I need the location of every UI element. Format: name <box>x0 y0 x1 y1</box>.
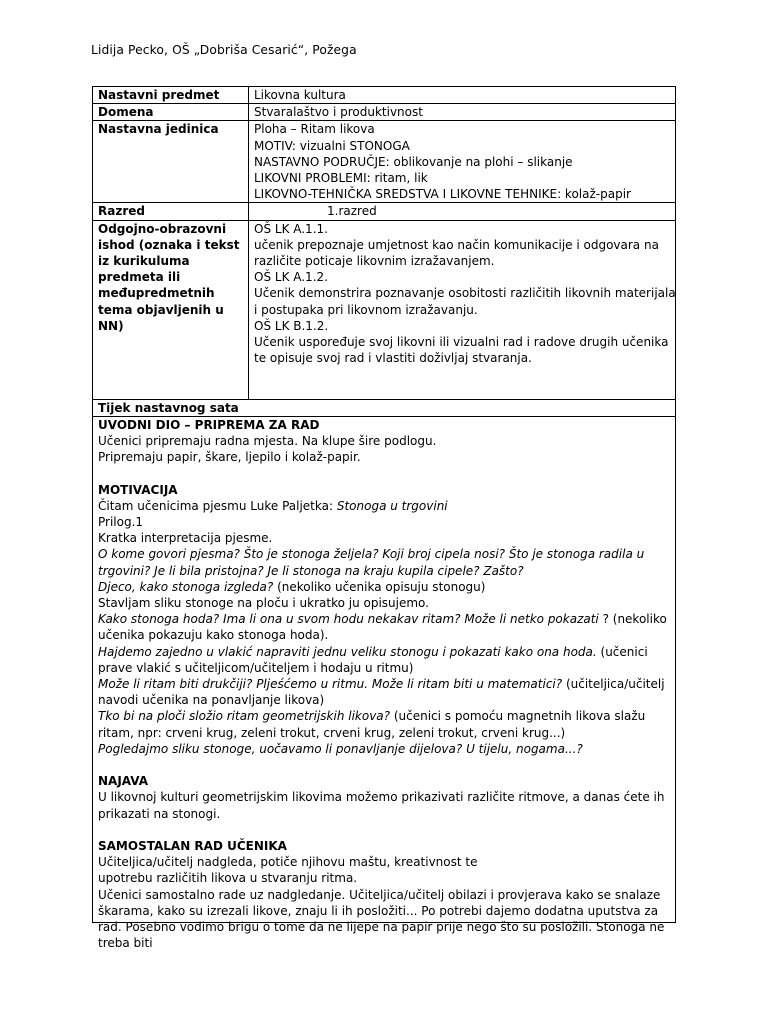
row-predmet <box>93 87 676 104</box>
ishod-line: OŠ LK A.1.1. <box>254 221 328 236</box>
row-razred <box>93 203 676 220</box>
lesson-paragraph <box>98 498 675 514</box>
label-tijek: Tijek nastavnog sata <box>93 399 676 416</box>
lesson-paragraph <box>98 579 675 595</box>
section-title-motivacija: MOTIVACIJA <box>98 482 178 497</box>
lesson-paragraph: Prilog.1 <box>98 515 144 530</box>
question-run: Tko bi na ploči složio ritam geometrijskih likova? <box>98 709 391 724</box>
lesson-paragraph: U likovnoj kulturi geometrijskim likovima možemo prikazivati različite ritmove, a danas ćete ih prikazati na stonogi. <box>98 790 665 821</box>
row-jedinica <box>93 121 676 203</box>
lesson-question: O kome govori pjesma? Što je stonoga željela? Koji broj cipela nosi? Što je stonoga radila u trgovini? Je li bila pristojna? Je li stonoga na kraju kupila cipele? Zašto? <box>98 547 645 578</box>
jedinica-line: LIKOVNI PROBLEMI: ritam, lik <box>254 171 428 186</box>
label-ishod: Odgojno-obrazovni ishod (oznaka i tekst iz kurikuluma predmeta ili međupredmetnih tema objavljenih u NN) <box>93 220 249 399</box>
value-ishod <box>249 220 676 399</box>
text-run: (učenici prave vlakić s učiteljicom/učiteljem i hodaju u ritmu) <box>98 644 648 675</box>
lesson-paragraph: Stavljam sliku stonoge na ploču i ukratko ju opisujemo. <box>98 596 429 611</box>
row-domena <box>93 104 676 121</box>
value-domena: Stvaralaštvo i produktivnost <box>249 104 676 121</box>
lesson-paragraph: Učenici pripremaju radna mjesta. Na klupe šire podlogu. <box>98 434 437 449</box>
jedinica-line: MOTIV: vizualni STONOGA <box>254 138 410 153</box>
text-run: Čitam učenicima pjesmu Luke Paljetka: <box>98 498 337 513</box>
ishod-line: i postupaka pri likovnom izražavanju. <box>254 302 478 317</box>
ishod-line: OŠ LK A.1.2. <box>254 270 328 285</box>
lesson-paragraph: Učenici samostalno rade uz nadgledanje. Učiteljica/učitelj obilazi i provjerava kako se snalaze škarama, kako su izrezali likove, znaju li ih posložiti... Po potrebi dajemo dodatna uputstva za rad. Posebno vodimo brigu o tome da ne lijepe na papir prije nego što su posložili. Stonoga ne treba biti <box>98 887 665 951</box>
ishod-line: različite poticaje likovnim izražavanjem. <box>254 254 495 269</box>
row-tijek <box>93 399 676 416</box>
label-jedinica: Nastavna jedinica <box>93 121 249 203</box>
lesson-paragraph: Kratka interpretacija pjesme. <box>98 531 273 546</box>
lesson-paragraph <box>98 644 675 676</box>
text-run: (učiteljica/učitelj navodi učenika na ponavljanje likova) <box>98 677 665 708</box>
value-predmet: Likovna kultura <box>249 87 676 104</box>
label-predmet: Nastavni predmet <box>93 87 249 104</box>
question-run: Kako stonoga hoda? Ima li ona u svom hodu nekakav ritam? Može li netko pokazati <box>98 612 599 627</box>
lesson-plan-table <box>92 86 676 951</box>
lesson-paragraph <box>98 708 675 740</box>
lesson-question: Pogledajmo sliku stonoge, uočavamo li ponavljanje dijelova? U tijelu, nogama...? <box>98 741 583 756</box>
ishod-line: te opisuje svoj rad i vlastiti doživljaj stvaranja. <box>254 351 532 366</box>
ishod-line: učenik prepoznaje umjetnost kao način komunikacije i odgovara na <box>254 237 659 252</box>
razred-text: 1.razred <box>327 204 377 219</box>
row-lesson-body <box>93 416 676 922</box>
ishod-line: Učenik uspoređuje svoj likovni ili vizualni rad i radove drugih učenika <box>254 335 669 350</box>
jedinica-line: Ploha – Ritam likova <box>254 122 375 137</box>
jedinica-line: LIKOVNO-TEHNIČKA SREDSTVA I LIKOVNE TEHNIKE: kolaž-papir <box>254 187 631 202</box>
text-run: (učenici s pomoću magnetnih likova slažu ritam, npr: crveni krug, zeleni trokut, crveni krug, zeleni trokut, crveni krug...) <box>98 709 646 740</box>
ishod-line: OŠ LK B.1.2. <box>254 318 329 333</box>
lesson-paragraph: upotrebu različitih likova u stvaranju ritma. <box>98 871 358 886</box>
lesson-paragraph: Učiteljica/učitelj nadgleda, potiče njihovu maštu, kreativnost te <box>98 855 478 870</box>
question-run: Djeco, kako stonoga izgleda? <box>98 579 274 594</box>
question-run: Može li ritam biti drukčiji? Pljeśćemo u ritmu. Može li ritam biti u matematici? <box>98 677 563 692</box>
jedinica-line: NASTAVNO PODRUČJE: oblikovanje na plohi – slikanje <box>254 154 573 169</box>
row-ishod <box>93 220 676 399</box>
section-title-najava: NAJAVA <box>98 774 149 789</box>
label-razred: Razred <box>93 203 249 220</box>
lesson-paragraph: Pripremaju papir, škare, ljepilo i kolaž-papir. <box>98 450 361 465</box>
text-run: (nekoliko učenika opisuju stonogu) <box>273 579 486 594</box>
value-razred <box>249 203 676 220</box>
text-run: ? (nekoliko učenika pokazuju kako stonoga hoda). <box>98 612 667 643</box>
section-title-uvodni: UVODNI DIO – PRIPREMA ZA RAD <box>98 417 320 432</box>
ishod-line: Učenik demonstrira poznavanje osobitosti različitih likovnih materijala <box>254 286 676 301</box>
lesson-body <box>93 416 676 951</box>
poem-title: Stonoga u trgovini <box>336 498 448 513</box>
section-title-samostalan: SAMOSTALAN RAD UČENIKA <box>98 839 287 854</box>
value-jedinica <box>249 121 676 203</box>
question-run: Hajdemo zajedno u vlakić napraviti jednu veliku stonogu i pokazati kako ona hoda. <box>98 644 597 659</box>
lesson-paragraph <box>98 611 675 643</box>
label-domena: Domena <box>93 104 249 121</box>
lesson-paragraph <box>98 676 675 708</box>
author-line: Lidija Pecko, OŠ „Dobriša Cesarić“, Požega <box>91 43 357 57</box>
